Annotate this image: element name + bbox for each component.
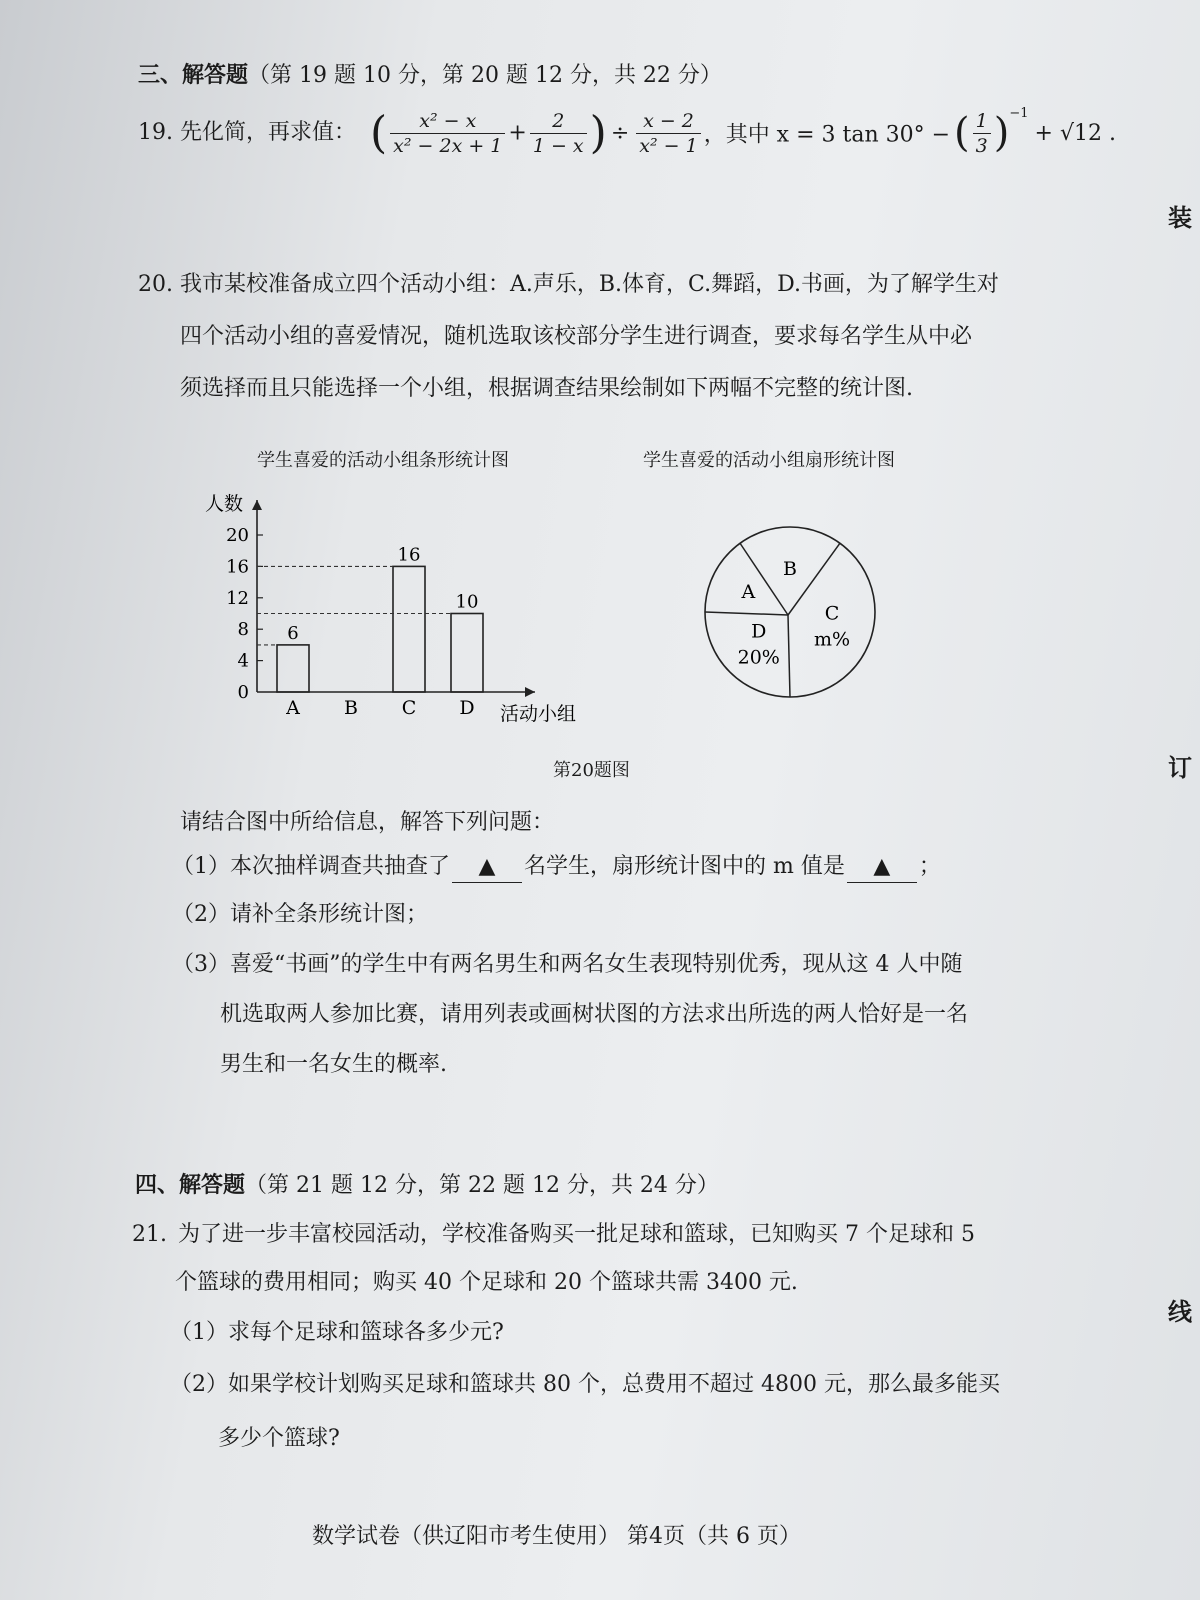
y-tick-label: 20 [226,525,249,546]
q20-sub2: （2）请补全条形统计图； [172,902,428,927]
y-tick-label: 0 [237,682,249,703]
pie-chart-title: 学生喜爱的活动小组扇形统计图 [643,450,895,471]
x-tick-label: A [286,697,300,719]
q19-intro: 先化简，再求值： [180,120,357,145]
pie-value-c: m% [813,628,851,651]
section3-heading [138,60,722,91]
left-paren: ( [370,107,388,159]
q20-sub1-part-b: 名学生，扇形统计图中的 m 值是 [524,854,845,879]
pie-label-d: D [751,620,767,643]
q19-formula [370,106,1116,159]
fraction-3-denominator: x² − 1 [639,134,698,157]
x-tick-label: D [459,697,475,719]
data-label: 10 [455,591,479,613]
x-axis-arrow [525,687,535,697]
fraction-2-denominator: 1 − x [532,134,584,157]
binding-mark-xian: 线 [1168,1297,1192,1326]
bar-c [393,566,425,692]
x-tick-label: C [401,697,417,719]
q21-sub2-line2: 多少个篮球? [218,1426,340,1451]
q20-sub1 [172,852,941,883]
pie-divider [788,615,790,697]
q20-sub1-part-a: （1）本次抽样调查共抽查了 [172,854,450,879]
q20-sub3-line1: （3）喜爱“书画”的学生中有两名男生和两名女生表现特别优秀，现从这 4 人中随 [172,952,963,977]
y-tick-label: 12 [226,587,249,609]
section3-title: 三、解答题 [138,62,249,88]
q19-tail: + √12 . [1034,120,1116,146]
y-axis-label: 人数 [205,493,244,515]
section4-heading [135,1170,719,1201]
pie-divider [705,612,788,615]
pie-label-b: B [783,557,797,580]
fraction-2 [530,109,587,158]
section4-points: （第 21 题 12 分，第 22 题 12 分，共 24 分） [245,1173,719,1198]
q21-sub1: （1）求每个足球和篮球各多少元? [170,1320,504,1345]
q20-line1: 我市某校准备成立四个活动小组：A.声乐，B.体育，C.舞蹈，D.书画，为了解学生对 [180,272,999,297]
section4-title: 四、解答题 [135,1172,246,1198]
one-third-numerator: 1 [973,109,991,134]
q21-line1: 为了进一步丰富校园活动，学校准备购买一批足球和篮球，已知购买 7 个足球和 5 [178,1222,975,1247]
x-tick-label: B [344,697,358,719]
divide-sign: ÷ [610,120,630,146]
y-axis-arrow [252,500,262,510]
q20-number: 20. [138,272,173,297]
binding-mark-ding: 订 [1168,753,1192,782]
fraction-one-third [973,109,991,158]
pie-label-a: A [741,580,756,603]
paren-close-2: ) [993,110,1010,156]
answer-blank-1[interactable]: ▲ [452,852,522,883]
pie-chart [695,520,885,710]
section3-points: （第 19 题 10 分，第 20 题 12 分，共 22 分） [248,63,722,88]
binding-mark-zhuang: 装 [1168,203,1192,232]
right-paren: ) [589,107,607,159]
q19-where-clause: ，其中 x = 3 tan 30° − [703,122,951,148]
paren-open-2: ( [954,110,970,156]
q21-number: 21. [132,1222,167,1247]
fraction-3-numerator: x − 2 [636,109,700,134]
fraction-1-denominator: x² − 2x + 1 [393,134,503,157]
fraction-3 [636,109,700,158]
one-third-denominator: 3 [975,134,988,157]
y-tick-label: 16 [226,556,249,578]
x-axis-label: 活动小组 [500,703,577,725]
q20-sub3-line2: 机选取两人参加比赛，请用列表或画树状图的方法求出所选的两人恰好是一名 [220,1002,969,1027]
y-tick-label: 4 [237,650,249,672]
q20-sub3-line3: 男生和一名女生的概率. [220,1052,447,1077]
pie-divider [740,543,788,615]
q21-sub2-line1: （2）如果学校计划购买足球和篮球共 80 个，总费用不超过 4800 元，那么最多能买 [170,1372,1000,1397]
data-label: 16 [397,544,421,566]
page-footer: 数学试卷（供辽阳市考生使用） 第4页（共 6 页） [312,1524,801,1549]
y-tick-label: 8 [237,619,249,641]
fraction-1-numerator: x² − x [390,109,505,134]
answer-blank-2[interactable]: ▲ [847,852,917,883]
q21-line2: 个篮球的费用相同；购买 40 个足球和 20 个篮球共需 3400 元. [175,1270,798,1295]
pie-value-d: 20% [737,646,780,669]
q20-line3: 须选择而且只能选择一个小组，根据调查结果绘制如下两幅不完整的统计图. [180,376,913,401]
bar-a [277,645,309,692]
q20-sub1-part-c: ； [918,854,941,879]
bar-d [451,614,483,693]
bar-chart-title: 学生喜爱的活动小组条形统计图 [257,450,509,471]
figure-caption: 第20题图 [553,760,630,781]
plus-sign: + [508,120,527,146]
fraction-2-numerator: 2 [530,109,587,134]
q20-prompt: 请结合图中所给信息，解答下列问题： [180,810,555,835]
exponent: −1 [1009,106,1029,121]
data-label: 6 [287,622,299,644]
bar-chart [195,480,615,740]
q19-number: 19. [138,120,173,145]
fraction-1 [390,109,505,158]
q20-line2: 四个活动小组的喜爱情况，随机选取该校部分学生进行调查，要求每名学生从中必 [180,324,973,349]
pie-label-c: C [824,602,840,625]
